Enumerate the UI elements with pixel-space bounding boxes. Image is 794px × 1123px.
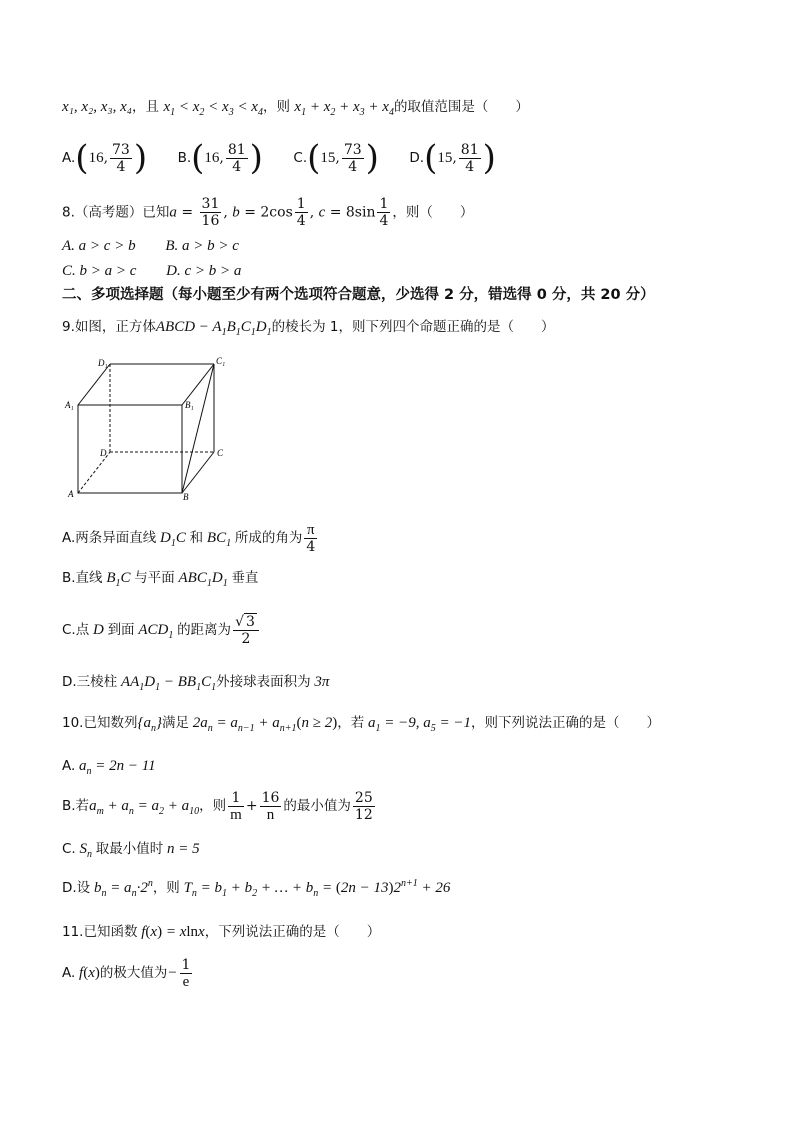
q8-option-a[interactable]: A. a > c > b — [62, 238, 136, 254]
section-heading: 二、多项选择题（每小题至少有两个选项符合题意，少选得 2 分，错选得 0 分，共 20 分） — [62, 287, 655, 303]
q8-option-c[interactable]: C. b > a > c — [62, 263, 137, 279]
q8-stem: 8.（高考题）已知a = $\frac{31}{16}$ , b = 2cos $\frac{1}{4}$ , c = 8sin $\frac{1}{4}$ ，则（ ） — [62, 196, 474, 229]
q9-option-b[interactable]: B.直线 $B_1C$ 与平面 $ABC_1D_1$ 垂直 — [62, 570, 259, 589]
q8-options-row2 — [62, 261, 267, 281]
q7-option-b[interactable]: B.(16, $\frac{81}{4}$ ) — [177, 138, 263, 178]
q7-options — [62, 138, 522, 178]
q10-option-b[interactable]: B.若$a_m + a_n = a_2 + a_{10}$，则 $\frac{1}{m}$ + $\frac{16}{n}$ 的最小值为 $\frac{25}{12}$ — [62, 789, 373, 823]
q11-option-a[interactable]: A. f(x)的极大值为− $\frac{1}{e}$ — [62, 956, 191, 990]
q9-option-c[interactable]: C.点 D 到面 $ACD_1$ 的距离为 $\frac{√ 3}{2}$ — [62, 612, 261, 648]
q7-option-c[interactable]: C.(15, $\frac{73}{4}$ ) — [293, 138, 379, 178]
q11-stem: 11.已知函数 f(x) = xlnx，下列说法正确的是（ ） — [62, 924, 381, 940]
q10-option-a[interactable]: A. $a_n = 2n - 11$ — [62, 758, 156, 777]
label-a: A — [68, 489, 74, 499]
q8-option-d[interactable]: D. c > b > a — [166, 263, 242, 279]
q9-stem: 9.如图，正方体ABCD − $A_1B_1C_1D_1$的棱长为 1，则下列四个命题正确的是（ ） — [62, 319, 555, 338]
q8-options-row1 — [62, 236, 265, 256]
label-b: B — [183, 492, 189, 502]
label-b1: B₁ — [185, 400, 194, 410]
q9-option-a[interactable]: A.两条异面直线 $D_1C$ 和 $BC_1$ 所成的角为 $\frac{\pi}{4}$ — [62, 521, 316, 555]
q7-sum: $x_1 + x_2 + x_3 + x_4$ — [294, 99, 394, 118]
label-c: C — [217, 448, 224, 458]
q10-option-c[interactable]: C. $S_n$ 取最小值时 n = 5 — [62, 841, 200, 860]
label-d: D — [100, 448, 107, 458]
q9-option-d[interactable]: D.三棱柱 $AA_1D_1 - BB_1C_1$外接球表面积为 3π — [62, 674, 330, 693]
cube-figure — [62, 350, 242, 505]
q7-option-a[interactable]: A.(16, $\frac{73}{4}$ ) — [62, 138, 148, 178]
q8-option-b[interactable]: B. a > b > c — [165, 238, 239, 254]
q7-vars: x₁, x₂, x₃, x₄ — [62, 99, 132, 115]
q10-option-d[interactable]: D.设 $b_n = a_n\cdot 2^n$，则 $T_n = b_1 + b_2$ + … + $b_n = (2n - 13)2^{n+1} + 26$ — [62, 878, 451, 899]
label-c1: C₁ — [216, 356, 226, 366]
label-d1: D₁ — [98, 358, 108, 368]
q7-inequality: $x_1 < x_2 < x_3 < x_4$ — [163, 99, 263, 118]
q10-stem: 10.已知数列$\{a_n\}$满足 $2a_n = a_{n-1} + a_{n+1}(n \ge 2)$，若 $a_1 = -9$, $a_5 = -1$，则下列说法正确的是（ ） — [62, 715, 660, 734]
label-a1: A₁ — [65, 400, 74, 410]
q7-stem: x₁, x₂, x₃, x₄，且 $x_1 < x_2 < x_3 < x_4$，则 $x_1 + x_2 + x_3 + x_4$的取值范围是（ ） — [62, 99, 529, 118]
q7-option-d[interactable]: D.(15, $\frac{81}{4}$ ) — [409, 138, 496, 178]
